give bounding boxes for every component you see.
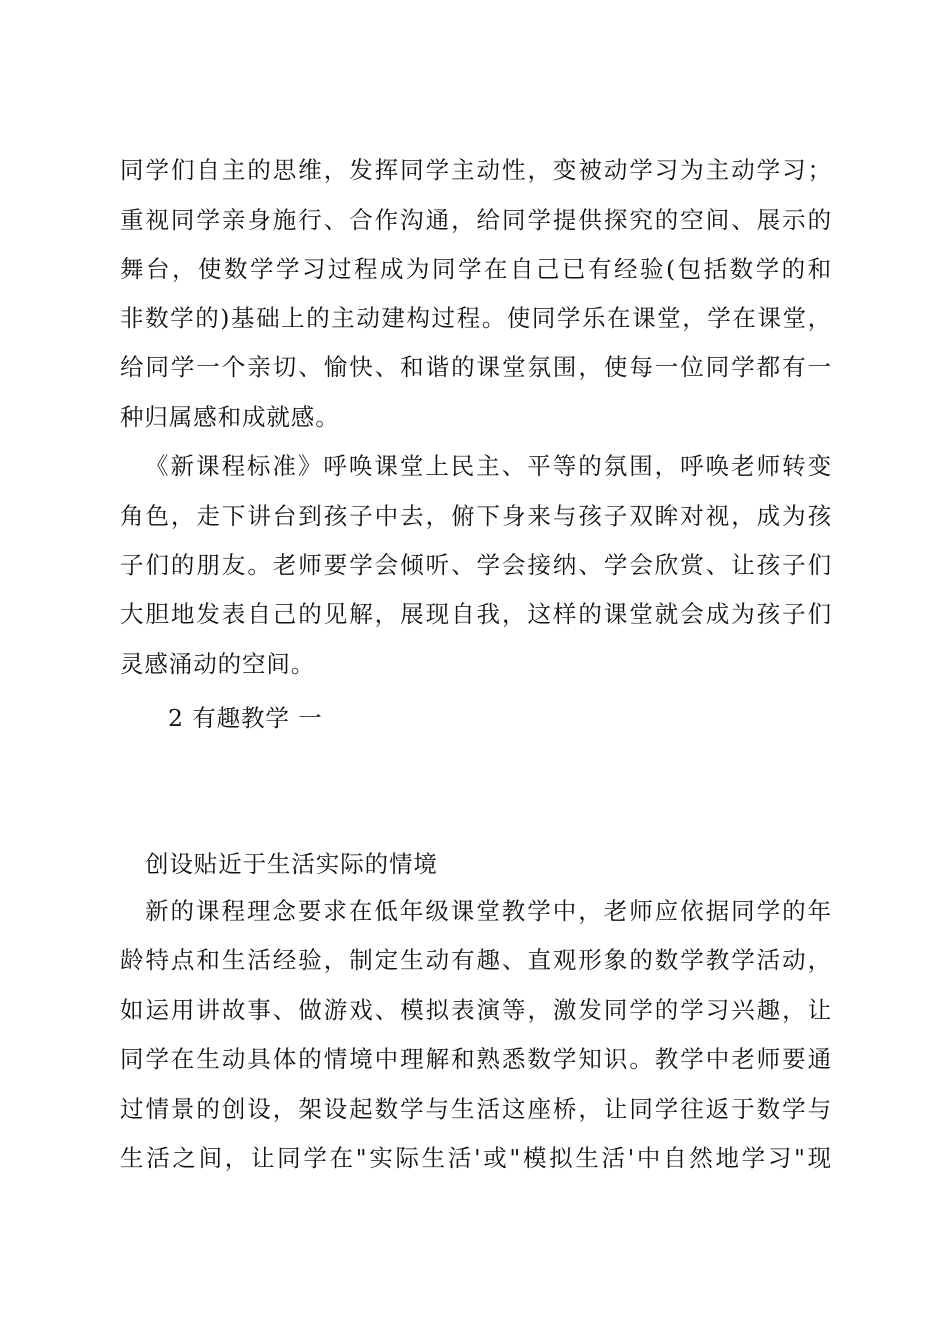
paragraph-line: 子们的朋友。老师要学会倾听、学会接纳、学会欣赏、让孩子们 — [120, 551, 832, 579]
paragraph-line: 新的课程理念要求在低年级课堂教学中，老师应依据同学的年 — [145, 897, 832, 925]
paragraph-line: 过情景的创设，架设起数学与生活这座桥，让同学往返于数学与 — [120, 1095, 832, 1123]
paragraph-line: 种归属感和成就感。 — [120, 403, 340, 431]
paragraph-line: 舞台，使数学学习过程成为同学在自己已有经验(包括数学的和 — [120, 255, 832, 283]
section-heading: 2 有趣教学 一 — [168, 704, 323, 732]
paragraph-line: 角色，走下讲台到孩子中去，俯下身来与孩子双眸对视，成为孩 — [120, 502, 832, 530]
paragraph-line: 龄特点和生活经验，制定生动有趣、直观形象的数学教学活动， — [120, 946, 832, 974]
paragraph-line: 大胆地发表自己的见解，展现自我，这样的课堂就会成为孩子们 — [120, 600, 832, 628]
paragraph-line: 重视同学亲身施行、合作沟通，给同学提供探究的空间、展示的 — [120, 206, 832, 234]
paragraph-line: 《新课程标准》呼唤课堂上民主、平等的氛围，呼唤老师转变 — [145, 452, 832, 480]
paragraph-line: 给同学一个亲切、愉快、和谐的课堂氛围，使每一位同学都有一 — [120, 353, 832, 381]
paragraph-line: 同学们自主的思维，发挥同学主动性，变被动学习为主动学习； — [120, 156, 832, 184]
paragraph-line: 灵感涌动的空间。 — [120, 650, 316, 678]
paragraph-line: 如运用讲故事、做游戏、模拟表演等，激发同学的学习兴趣，让 — [120, 996, 832, 1024]
paragraph-line: 同学在生动具体的情境中理解和熟悉数学知识。教学中老师要通 — [120, 1045, 832, 1073]
paragraph-line: 生活之间，让同学在"实际生活'或"模拟生活'中自然地学习"现 — [120, 1144, 832, 1172]
subsection-heading: 创设贴近于生活实际的情境 — [145, 850, 438, 878]
paragraph-line: 非数学的)基础上的主动建构过程。使同学乐在课堂，学在课堂， — [120, 304, 832, 332]
